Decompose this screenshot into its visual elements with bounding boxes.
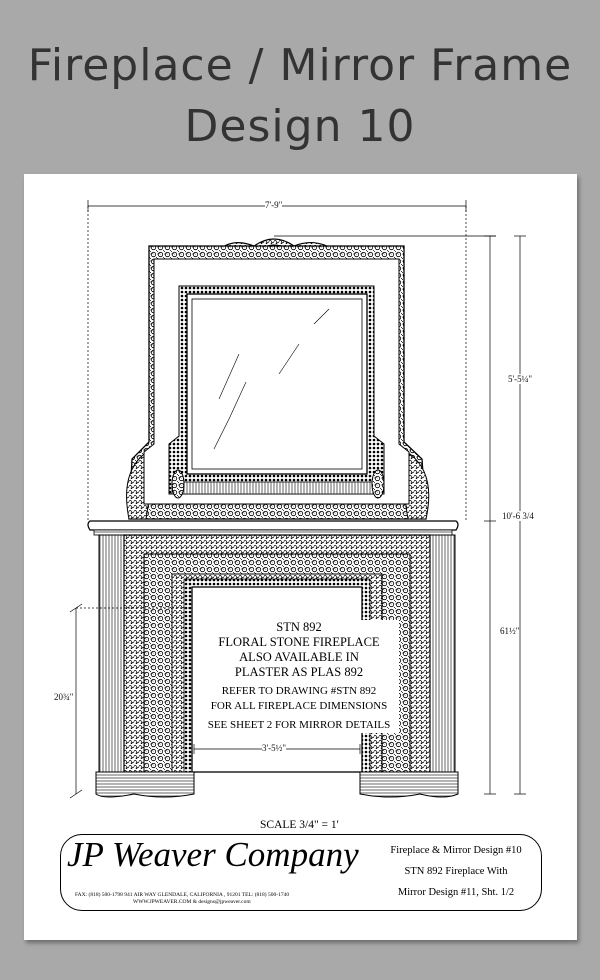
company-web: WWW.JPWEAVER.COM & designs@jpweaver.com (133, 899, 251, 905)
title-block (60, 834, 542, 911)
note-line: REFER TO DRAWING #STN 892 (221, 685, 377, 697)
note-line: STN 892 (276, 620, 322, 634)
note-line: FOR ALL FIREPLACE DIMENSIONS (210, 700, 388, 712)
drawing-note (199, 620, 399, 733)
company-contact: FAX: (818) 500-1798 941 AIR WAY GLENDALE, CALIFORNIA , 91201 TEL: (818) 500-1740 (75, 892, 290, 898)
dim-total-height: 10'-6 3/4 (502, 511, 534, 521)
note-line: ALSO AVAILABLE IN (239, 650, 359, 664)
dim-mantel-height: 61½" (500, 626, 520, 636)
page-title-line-1: Fireplace / Mirror Frame (27, 40, 573, 91)
dim-overall-width: 7'-9" (265, 200, 283, 210)
mirror-frame (127, 239, 429, 519)
dim-opening-height: 20¾" (54, 692, 74, 702)
drawing-scale: SCALE 3/4" = 1' (260, 819, 339, 831)
sheet-description-line: Mirror Design #11, Sht. 1/2 (397, 887, 515, 898)
dim-opening-width: 3'-5½" (262, 743, 287, 753)
mantel-shelf (88, 521, 458, 535)
note-line: SEE SHEET 2 FOR MIRROR DETAILS (207, 719, 391, 731)
sheet-description-line: Fireplace & Mirror Design #10 (390, 845, 522, 856)
page-title-line-2: Design 10 (184, 101, 416, 152)
company-logo: JP Weaver Company (67, 835, 359, 874)
sheet-description-line: STN 892 Fireplace With (404, 866, 508, 877)
note-line: FLORAL STONE FIREPLACE (218, 635, 380, 649)
dim-mirror-height: 5'-5¼" (508, 374, 533, 384)
drawing-sheet (24, 174, 577, 940)
note-line: PLASTER AS PLAS 892 (234, 665, 364, 679)
